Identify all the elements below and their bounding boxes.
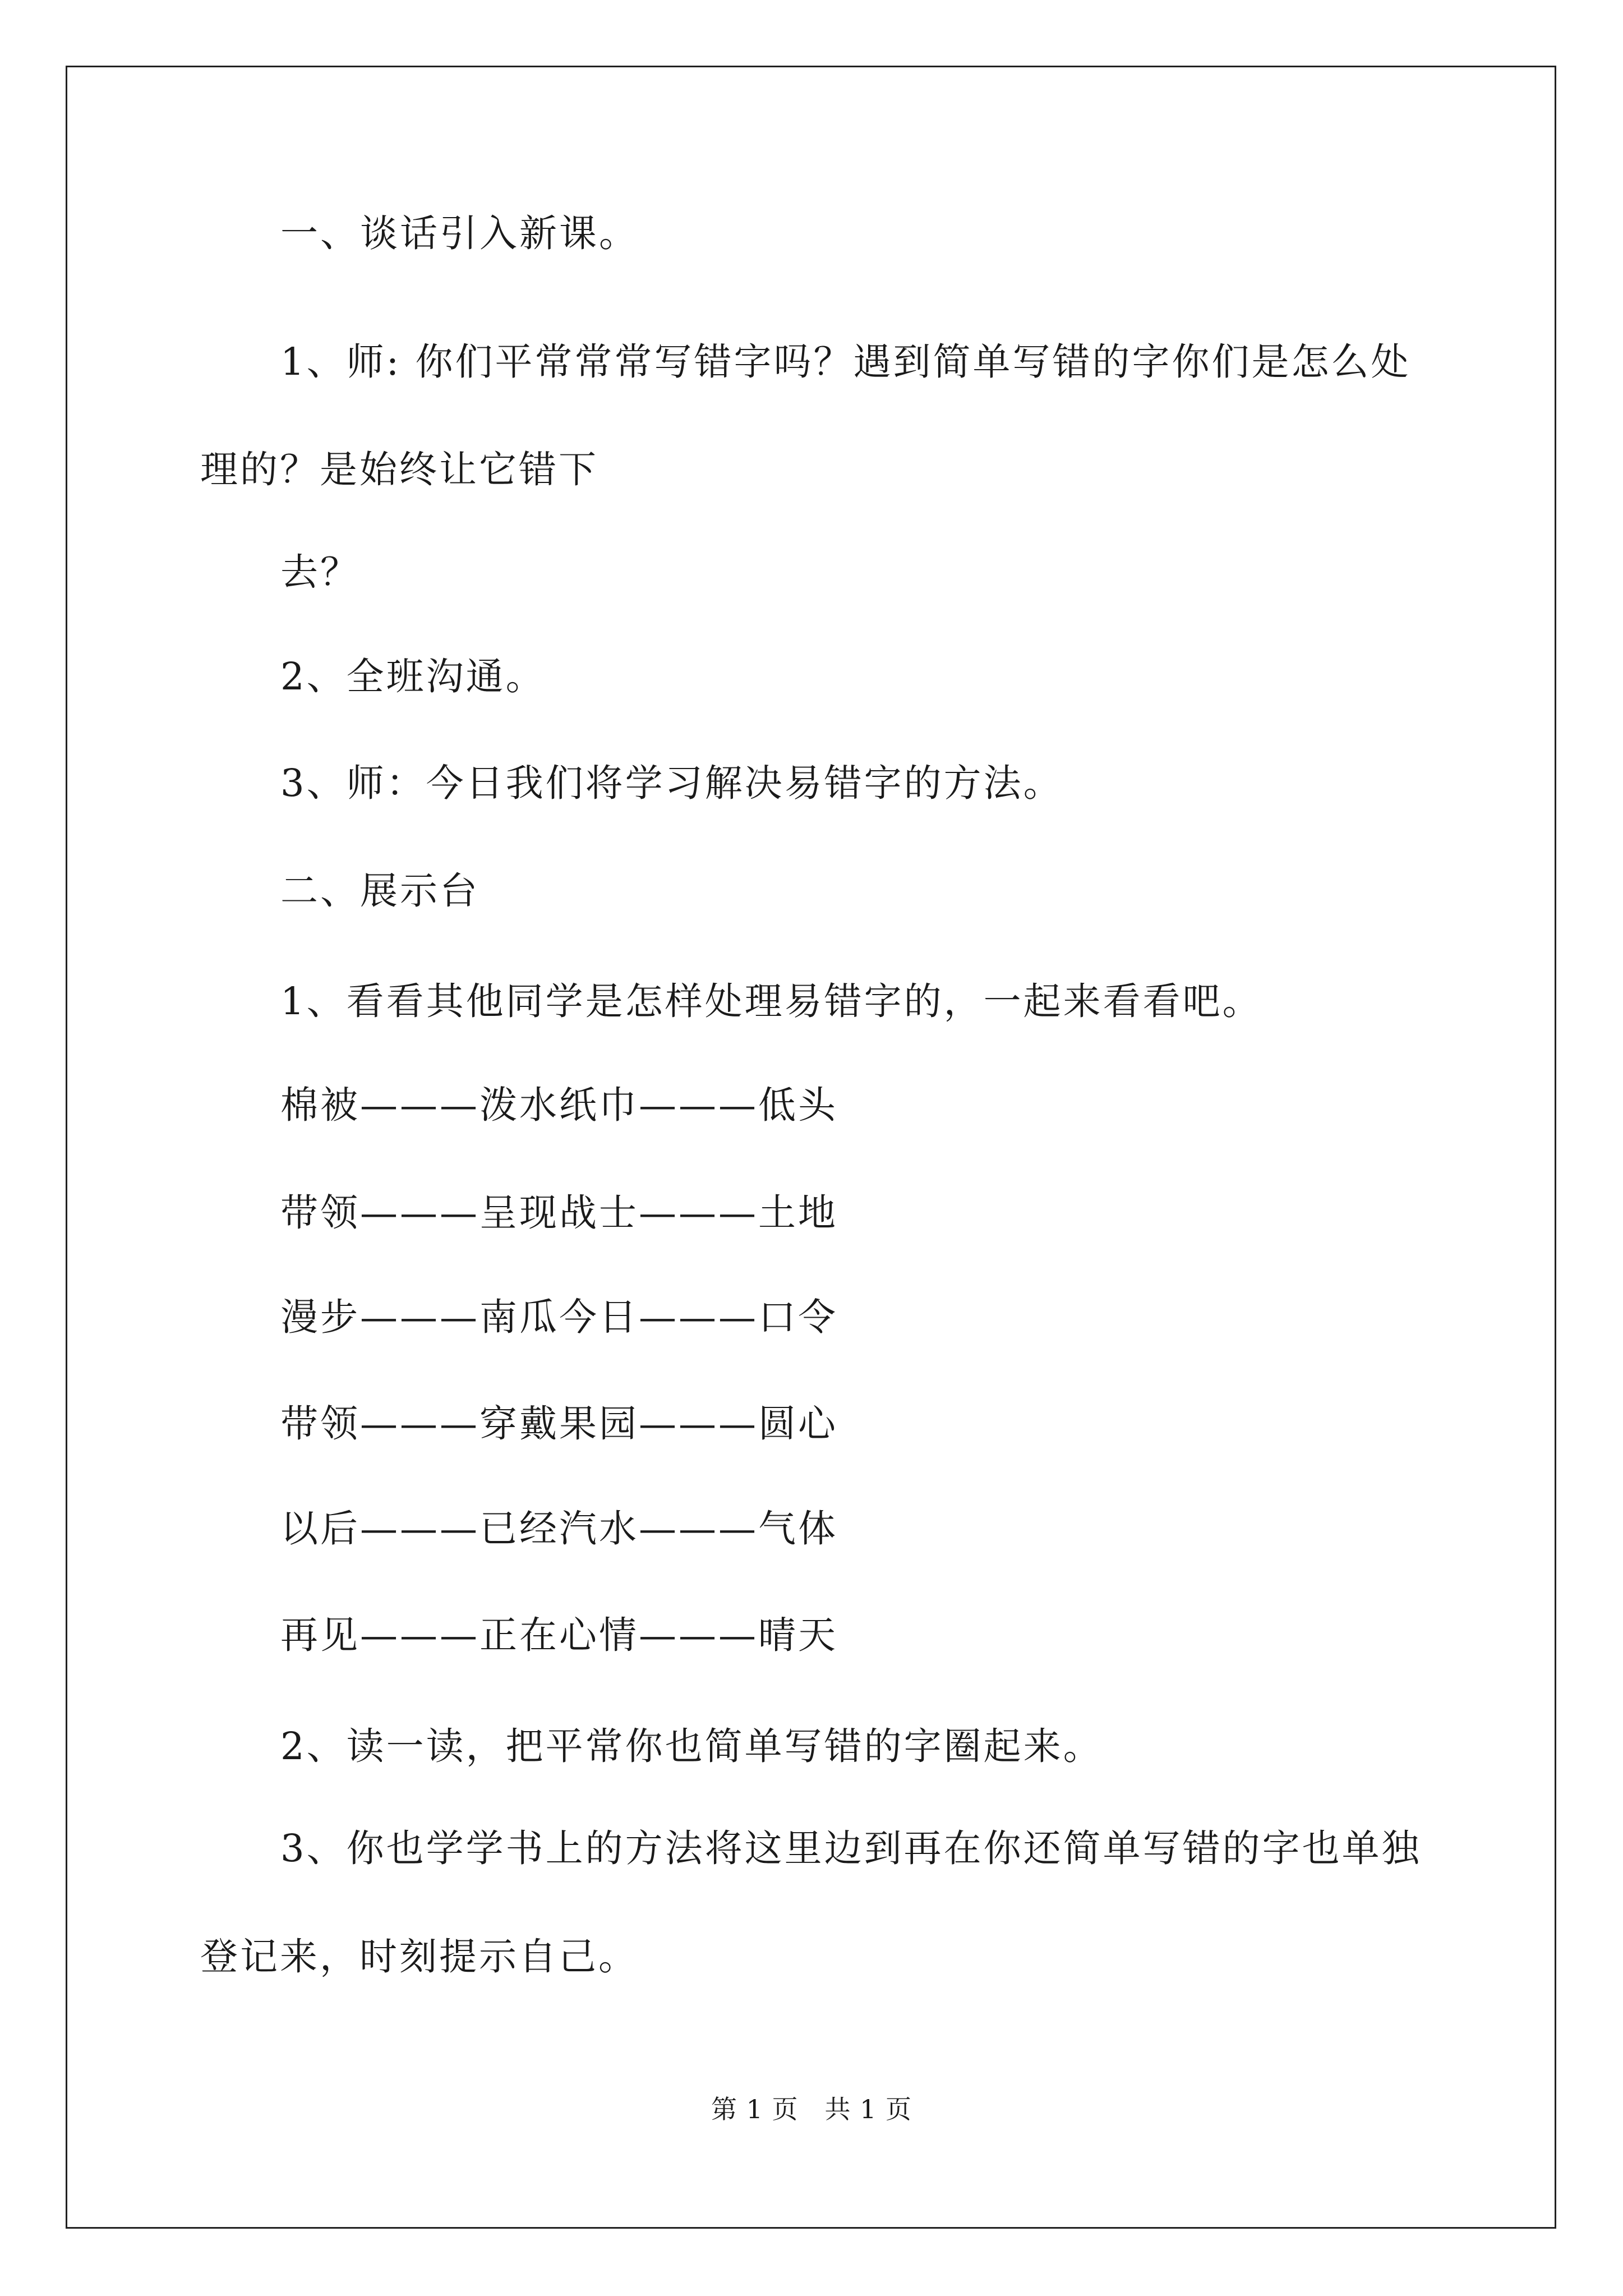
- text-line: 2、读一读，把平常你也简单写错的字圈起来。: [280, 1724, 1103, 1768]
- text-line: 去？: [280, 550, 360, 594]
- text-line: 带领———呈现战士———土地: [280, 1191, 838, 1235]
- text-line: 再见———正在心情———晴天: [280, 1613, 838, 1657]
- text-line: 带领———穿戴果园———圆心: [280, 1402, 838, 1446]
- text-line: 3、师：今日我们将学习解决易错字的方法。: [280, 761, 1063, 805]
- text-line: 以后———已经汽水———气体: [280, 1507, 838, 1550]
- text-line: 一、谈话引入新课。: [280, 211, 639, 255]
- page-number: 第 1 页 共 1 页: [711, 2094, 912, 2124]
- text-line: 二、展示台: [280, 869, 479, 913]
- text-line: 理的？是始终让它错下: [200, 448, 598, 491]
- page-border: [66, 66, 1556, 2229]
- text-line: 2、全班沟通。: [280, 655, 546, 698]
- text-line: 漫步———南瓜今日———口令: [280, 1295, 838, 1339]
- text-line: 3、你也学学书上的方法将这里边到再在你还简单写错的字也单独: [280, 1826, 1422, 1870]
- text-line: 1、看看其他同学是怎样处理易错字的，一起来看看吧。: [280, 979, 1262, 1023]
- text-line: 棉被———泼水纸巾———低头: [280, 1083, 838, 1127]
- text-line: 登记来，时刻提示自己。: [200, 1935, 638, 1978]
- text-line: 1、师: 你们平常常常写错字吗？遇到简单写错的字你们是怎么处: [280, 340, 1411, 384]
